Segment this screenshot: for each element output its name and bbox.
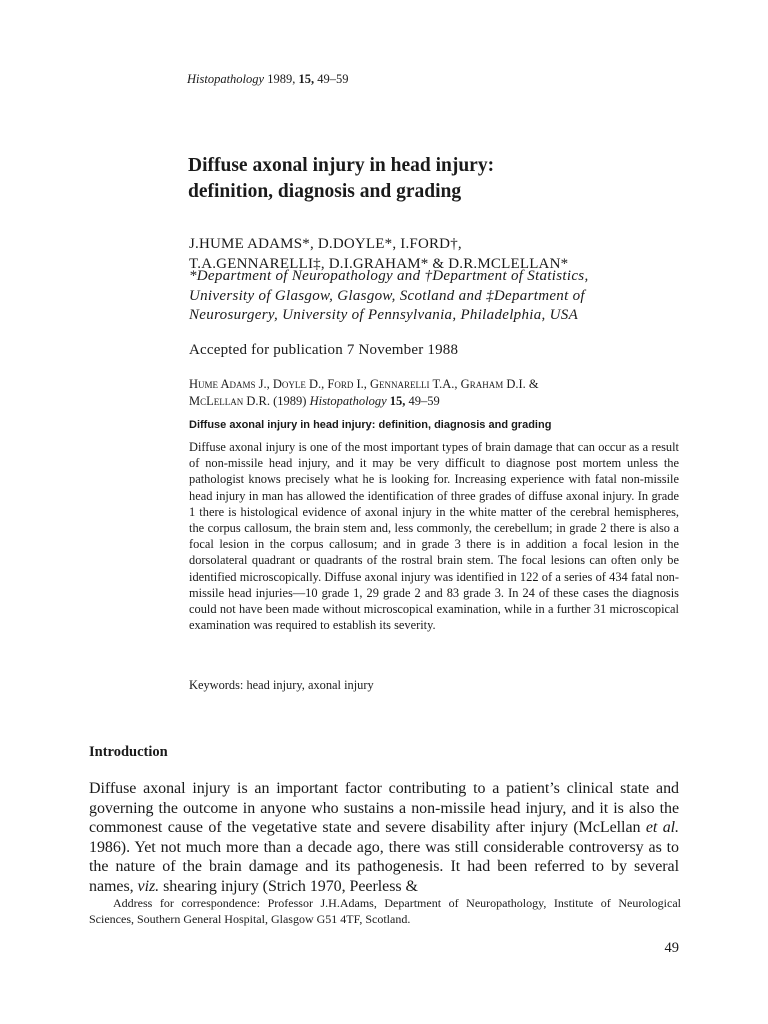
citation-line-2 (189, 393, 689, 410)
journal-name: Histopathology (187, 72, 265, 86)
title-line-2: definition, diagnosis and grading (188, 181, 462, 202)
article-title (188, 153, 668, 205)
accepted-date: Accepted for publication 7 November 1988 (189, 342, 459, 358)
abstract-text: Diffuse axonal injury is one of the most important types of brain damage that can occur as a result of non-missile head injury, and it may be very difficult to diagnose post mortem unless the pathologist knows precisely what he is looking for. Increasing experience with fatal non-missile head injury in man has allowed the identification of three grades of diffuse axonal injury. In grade 1 there is histological evidence of axonal injury in the white matter of the cerebral hemispheres, the corpus callosum, the brain stem and, less commonly, the cerebellum; in grade 2 there is also a focal lesion in the corpus callosum; and in grade 3 there is in addition a focal lesion in the dorsolateral quadrant or quadrants of the rostral brain stem. The focal lesions can often only be identified microscopically. Diffuse axonal injury was identified in 122 of a series of 434 fatal non-missile head injuries—10 grade 1, 29 grade 2 and 83 grade 3. In 24 of these cases the diagnosis could not have been made without microscopical examination, while in a further 31 microscopical examination was required to establish its severity. (189, 440, 679, 633)
affiliation-line-3: Neurosurgery, University of Pennsylvania, Philadelphia, USA (189, 307, 579, 323)
affiliation-line-1: *Department of Neuropathology and †Department of Statistics, (189, 268, 589, 284)
journal-pages: 49–59 (317, 72, 349, 86)
intro-viz: viz. (137, 877, 160, 895)
introduction-heading: Introduction (89, 744, 168, 760)
page-number: 49 (664, 940, 679, 956)
intro-text-c: shearing injury (Strich 1970, Peerless & (163, 877, 418, 895)
keywords: Keywords: head injury, axonal injury (189, 678, 374, 692)
intro-text-b: 1986). Yet not much more than a decade ago, there was still considerable controversy as to the nature of the brain damage and its pathogenesis. It had been referred to by several names, (89, 838, 679, 895)
citation-volume: 15, (389, 394, 406, 408)
affiliation-line-2: University of Glasgow, Glasgow, Scotland and ‡Department of (189, 287, 585, 304)
intro-text-a: Diffuse axonal injury is an important factor contributing to a patient’s clinical state and governing the outcome in anyone who sustains a non-missile head injury, and it is also the commonest cause of the vegetative state and severe disability after injury (McLellan (89, 780, 679, 836)
authors-line-2: T.A.GENNARELLI‡, D.I.GRAHAM* & D.R.MCLELLAN* (189, 255, 569, 272)
citation-authors-line-1: Hume Adams J., Doyle D., Ford I., Gennarelli T.A., Graham D.I. & (189, 377, 539, 391)
citation-pages: 49–59 (408, 394, 440, 408)
citation-journal: Histopathology (309, 394, 387, 408)
title-line-1: Diffuse axonal injury in head injury: (188, 155, 495, 176)
journal-reference (187, 72, 348, 87)
abstract-heading: Diffuse axonal injury in head injury: definition, diagnosis and grading (189, 419, 552, 431)
citation-block (189, 376, 689, 410)
intro-et-al: et al. (645, 819, 679, 836)
citation-authors-line-2: McLellan D.R. (1989) (189, 394, 307, 408)
journal-volume: 15, (298, 72, 315, 86)
introduction-text (89, 779, 679, 896)
affiliations (189, 267, 689, 326)
authors-line-1: J.HUME ADAMS*, D.DOYLE*, I.FORD†, (189, 236, 462, 252)
journal-year: 1989, (267, 72, 296, 86)
correspondence-footnote: Address for correspondence: Professor J.H.Adams, Department of Neuropathology, Institute of Neurological Sciences, Southern General Hospital, Glasgow G51 4TF, Scotland. (89, 896, 681, 926)
